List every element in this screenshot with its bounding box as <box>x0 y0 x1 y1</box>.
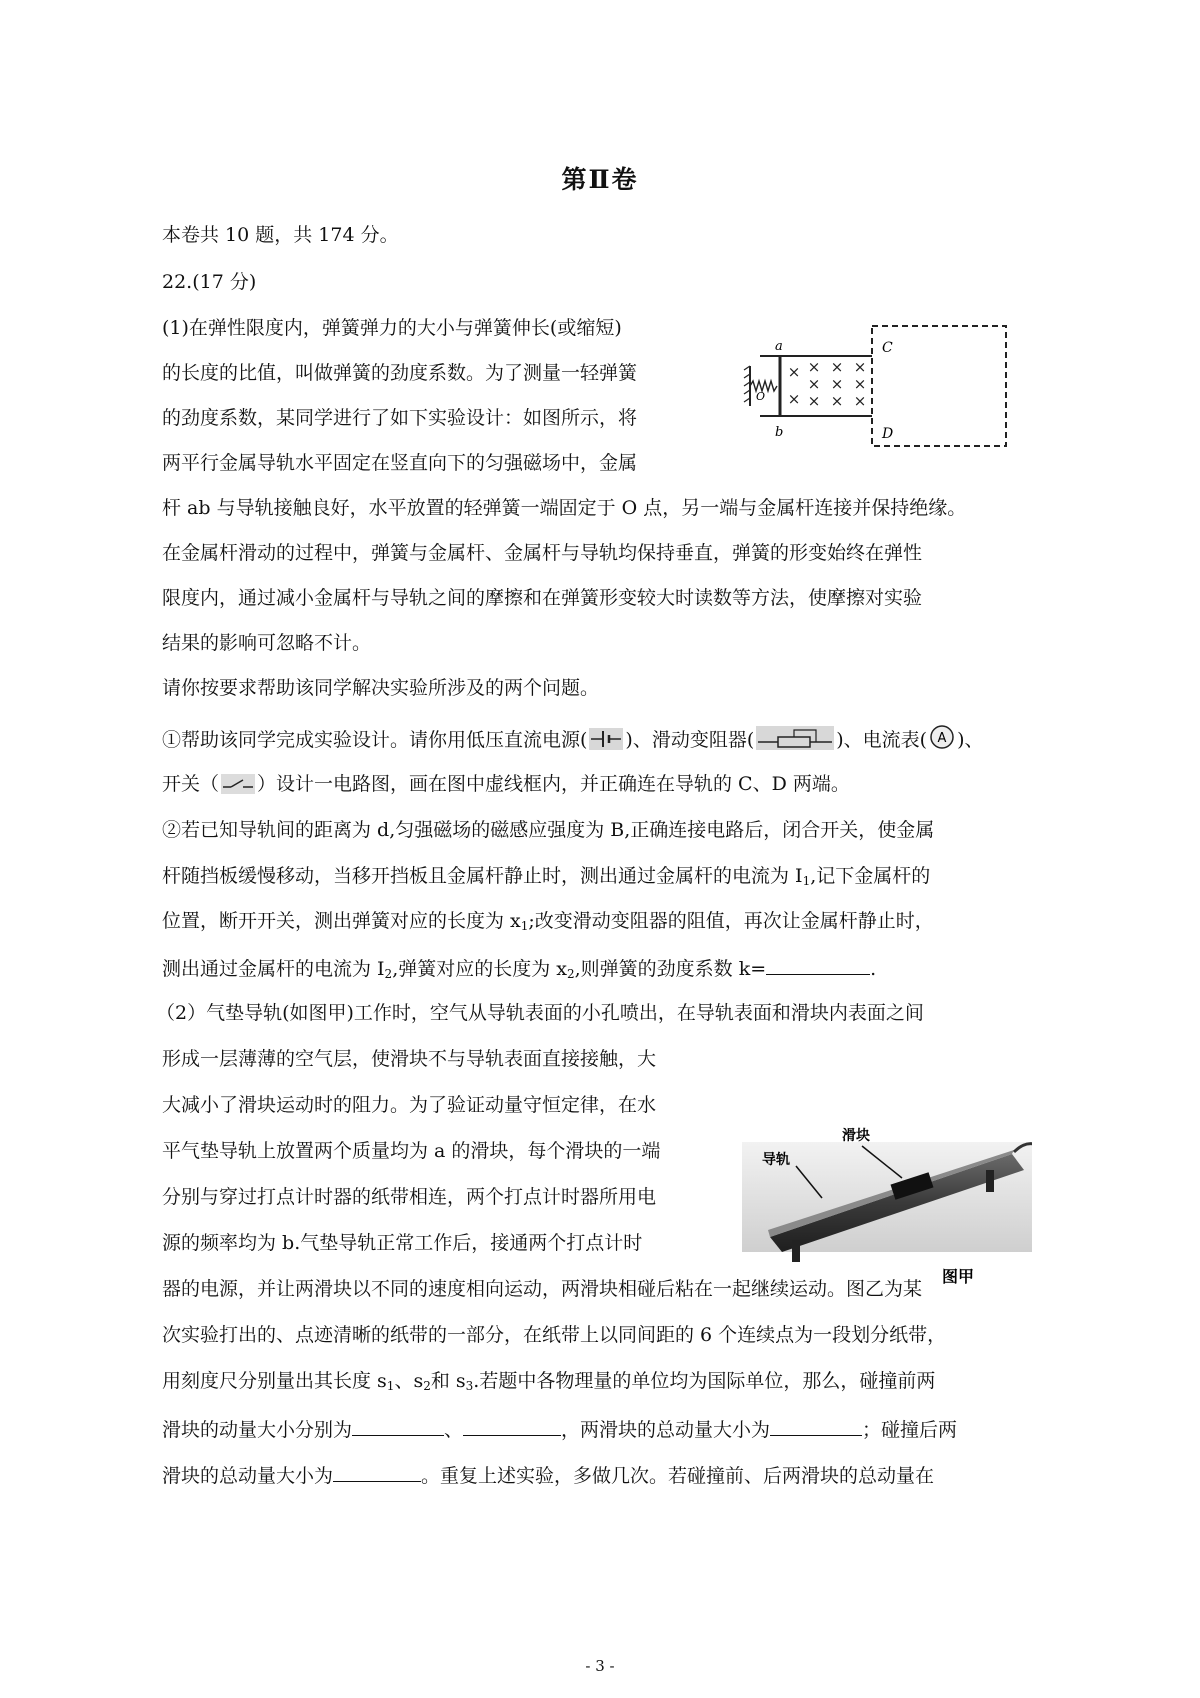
item1-text-c: )、电流表( <box>836 729 928 751</box>
svg-text:×: × <box>807 392 821 410</box>
label-a: a <box>775 339 783 354</box>
p1-line-3: 的劲度系数，某同学进行了如下实验设计：如图所示，将 <box>162 407 638 429</box>
p2-line-3: 大减小了滑块运动时的阻力。为了验证动量守恒定律，在水 <box>162 1094 657 1116</box>
svg-text:×: × <box>853 375 867 393</box>
svg-text:×: × <box>830 375 844 393</box>
p1-line-1: (1)在弹性限度内，弹簧弹力的大小与弹簧伸长(或缩短) <box>162 317 622 339</box>
p1-line-4: 两平行金属导轨水平固定在竖直向下的匀强磁场中，金属 <box>162 452 638 474</box>
svg-text:A: A <box>937 731 947 746</box>
switch-icon <box>221 774 255 794</box>
p2-line-6: 源的频率均为 b.气垫导轨正常工作后，接通两个打点计时 <box>162 1232 643 1254</box>
answer-blank-p1[interactable] <box>352 1415 444 1436</box>
p2-line-1: （2）气垫导轨(如图甲)工作时，空气从导轨表面的小孔喷出，在导轨表面和滑块内表面之间 <box>156 1002 924 1024</box>
p1-line-5: 杆 ab 与导轨接触良好，水平放置的轻弹簧一端固定于 O 点，另一端与金属杆连接并保持绝缘。 <box>162 497 967 519</box>
item2-line-2: 杆随挡板缓慢移动，当移开挡板且金属杆静止时，测出通过金属杆的电流为 $I_1$,记下金属杆的 <box>162 865 931 888</box>
slider-label: 滑块 <box>842 1128 870 1144</box>
figure-caption: 图甲 <box>942 1267 975 1286</box>
item1-text-d: )、 <box>957 729 984 751</box>
page-number: - 3 - <box>585 1657 615 1675</box>
label-b: b <box>775 425 784 440</box>
rail-field-diagram <box>742 322 1012 452</box>
p1-line-6: 在金属杆滑动的过程中，弹簧与金属杆、金属杆与导轨均保持垂直，弹簧的形变始终在弹性 <box>162 542 923 564</box>
label-o: O <box>756 390 766 403</box>
svg-text:×: × <box>787 390 801 408</box>
ammeter-icon <box>929 724 955 750</box>
label-d: D <box>882 426 894 442</box>
p1-line-8: 结果的影响可忽略不计。 <box>162 632 372 654</box>
p2-line-7: 器的电源，并让两滑块以不同的速度相向运动，两滑块相碰后粘在一起继续运动。图乙为某 <box>162 1278 923 1300</box>
svg-text:×: × <box>830 392 844 410</box>
item2-line-1: ②若已知导轨间的距离为 d,匀强磁场的磁感应强度为 B,正确连接电路后，闭合开关，使金属 <box>162 819 935 841</box>
item2-line-3: 位置，断开开关，测出弹簧对应的长度为 $x_1$;改变滑动变阻器的阻值，再次让金属杆静止时， <box>162 910 934 933</box>
svg-text:×: × <box>853 392 867 410</box>
svg-text:×: × <box>807 375 821 393</box>
item1-line-1 <box>162 724 984 752</box>
p1-line-2: 的长度的比值，叫做弹簧的劲度系数。为了测量一轻弹簧 <box>162 362 638 384</box>
question-22-header: 22.(17 分) <box>162 271 257 293</box>
label-c: C <box>882 340 893 356</box>
rheostat-icon <box>756 726 834 750</box>
p2-line-4: 平气垫导轨上放置两个质量均为 a 的滑块，每个滑块的一端 <box>162 1140 661 1162</box>
p2-line-8: 次实验打出的、点迹清晰的纸带的一部分，在纸带上以同间距的 6 个连续点为一段划分纸带， <box>162 1324 947 1346</box>
svg-text:×: × <box>807 358 821 376</box>
rail-label: 导轨 <box>762 1152 790 1168</box>
item1-text-f: ）设计一电路图，画在图中虚线框内，并正确连在导轨的 C、D 两端。 <box>257 773 850 795</box>
answer-blank-total-before[interactable] <box>770 1415 862 1436</box>
svg-text:×: × <box>787 363 801 381</box>
item2-line-4: 测出通过金属杆的电流为 $I_2$,弹簧对应的长度为 $x_2$,则弹簧的劲度系数 k= . <box>162 954 876 986</box>
p2-line-9: 用刻度尺分别量出其长度 $s_1$、$s_2$和 $s_3$.若题中各物理量的单位均为国际单位，那么，碰撞前两 <box>162 1370 936 1393</box>
p2-line-2: 形成一层薄薄的空气层，使滑块不与导轨表面直接接触，大 <box>162 1048 657 1070</box>
air-track-figure <box>742 1112 1032 1292</box>
item1-text-b: )、滑动变阻器( <box>625 729 755 751</box>
item1-line-2 <box>162 772 850 796</box>
answer-blank-k[interactable] <box>766 954 870 975</box>
item1-text-e: 开关（ <box>162 773 220 795</box>
item1-text-a: ①帮助该同学完成实验设计。请你用低压直流电源( <box>162 729 588 751</box>
request-line: 请你按要求帮助该同学解决实验所涉及的两个问题。 <box>162 677 600 699</box>
dc-source-icon <box>589 728 623 750</box>
answer-blank-p2[interactable] <box>463 1415 561 1436</box>
p2-line-10: 滑块的动量大小分别为 、 ，两滑块的总动量大小为 ；碰撞后两 <box>162 1415 957 1442</box>
intro-text: 本卷共 10 题，共 174 分。 <box>162 224 399 246</box>
answer-blank-total-after[interactable] <box>333 1461 421 1482</box>
p2-line-5: 分别与穿过打点计时器的纸带相连，两个打点计时器所用电 <box>162 1186 657 1208</box>
p1-line-7: 限度内，通过减小金属杆与导轨之间的摩擦和在弹簧形变较大时读数等方法，使摩擦对实验 <box>162 587 923 609</box>
p2-line-11: 滑块的总动量大小为 。重复上述实验，多做几次。若碰撞前、后两滑块的总动量在 <box>162 1461 934 1488</box>
svg-text:×: × <box>853 358 867 376</box>
svg-text:×: × <box>830 358 844 376</box>
section-title: 第Ⅱ卷 <box>561 165 639 194</box>
